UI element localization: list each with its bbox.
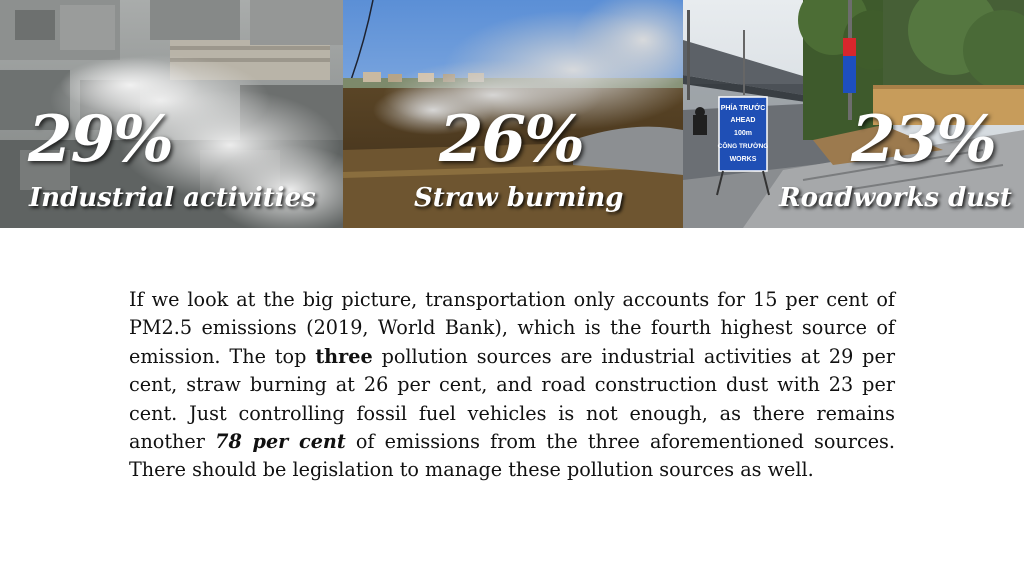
industrial-caption: Industrial activities [29,183,316,213]
paragraph-text-1: If we look at the big picture, transportation only accounts for 15 per cent of PM2.5 emissions (2019, World Bank), which is the fourth highest source of emission. The top [129,288,895,368]
sign-line-2: AHEAD [730,117,756,124]
paragraph-text-3: of emissions from the three aforementioned sources. There should be legislation to manage these pollution sources as well. [129,430,896,482]
roadworks-percent: 23% [851,102,995,177]
paragraph-emphasis-78: 78 per cent [215,430,346,454]
straw-percent: 26% [439,102,583,177]
main-paragraph [129,286,895,485]
panel-roadworks [683,0,1024,228]
straw-caption: Straw burning [414,183,624,213]
sign-line-5: WORKS [729,156,757,163]
sign-line-3: 100m [734,130,752,137]
photo-banner [0,0,1024,228]
sign-line-4: CÔNG TRƯỜNG [717,143,769,150]
panel-industrial [0,0,343,228]
panel-straw-burning [343,0,683,228]
paragraph-text-2: pollution sources are industrial activities at 29 per cent, straw burning at 26 per cent, and road construction dust with 23 per cent. Just controlling fossil fuel vehicles is not enough, as there remains another [129,344,895,454]
industrial-percent: 29% [28,102,172,177]
paragraph-bold-three: three [315,344,373,368]
roadworks-caption: Roadworks dust [779,183,1012,213]
sign-line-1: PHÍA TRƯỚC [720,105,766,112]
